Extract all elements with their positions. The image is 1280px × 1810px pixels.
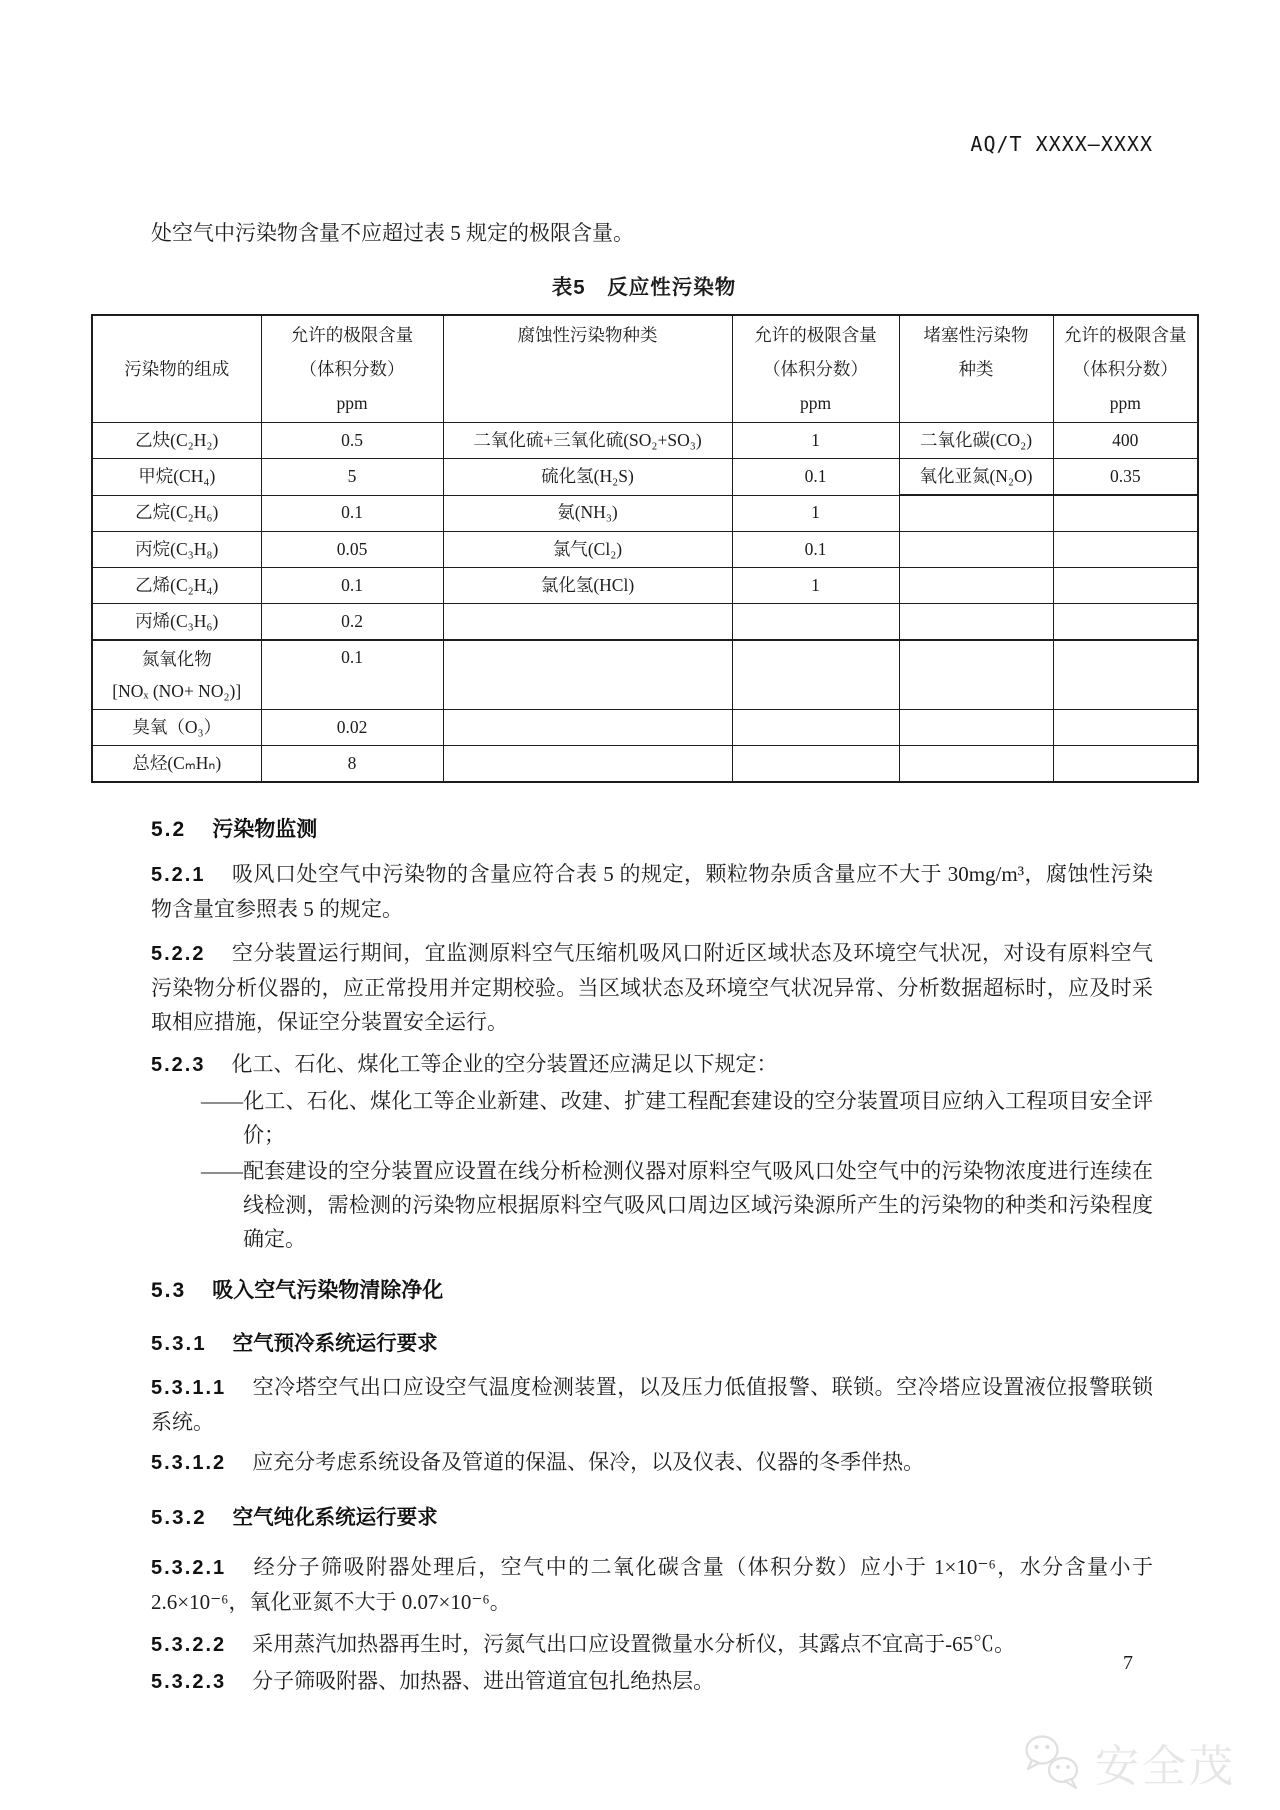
table-header-cell: 腐蚀性污染物种类 (443, 315, 732, 423)
table-header-cell: 允许的极限含量 （体积分数） ppm (1053, 315, 1198, 423)
table-cell: 氯化氢(HCl) (443, 568, 732, 604)
table-row (92, 459, 1198, 496)
table-cell: 0.02 (261, 710, 443, 746)
table-cell (1053, 604, 1198, 641)
section-number: 5.3.2 (151, 1506, 207, 1529)
table-cell (1053, 640, 1198, 710)
table-cell: 氮氧化物 [NOₓ (NO+ NO₂)] (92, 640, 261, 710)
table-cell (899, 568, 1053, 604)
table-cell: 甲烷(CH₄) (92, 459, 261, 496)
clause-number: 5.3.2.3 (151, 1671, 227, 1693)
section-number: 5.3 (151, 1279, 187, 1302)
table-cell (732, 746, 899, 783)
table-cell: 0.05 (261, 532, 443, 568)
table-cell: 0.35 (1053, 459, 1198, 496)
clause-text: 吸风口处空气中污染物的含量应符合表 5 的规定，颗粒物杂质含量应不大于 30mg/m³，腐蚀性污染物含量宜参照表 5 的规定。 (151, 862, 1153, 921)
page-number: 7 (1123, 1652, 1133, 1674)
clause-number: 5.3.1.1 (151, 1377, 227, 1399)
table-cell (443, 604, 732, 641)
table-cell: 0.1 (261, 640, 443, 710)
table-cell (899, 604, 1053, 641)
table-header-cell: 允许的极限含量 （体积分数） ppm (261, 315, 443, 423)
table-header-cell: 允许的极限含量 （体积分数） ppm (732, 315, 899, 423)
section-title: 空气纯化系统运行要求 (232, 1506, 438, 1529)
clause-number: 5.3.2.1 (151, 1557, 227, 1579)
table-cell: 0.1 (261, 495, 443, 532)
document-sections (151, 813, 1153, 1699)
table-cell: 1 (732, 568, 899, 604)
table-cell: 8 (261, 746, 443, 783)
table-cell: 丙烯(C₃H₆) (92, 604, 261, 641)
table-cell (899, 640, 1053, 710)
table-cell (1053, 710, 1198, 746)
clause-text: 化工、石化、煤化工等企业的空分装置还应满足以下规定： (231, 1052, 778, 1076)
table-cell (899, 710, 1053, 746)
table-cell (899, 746, 1053, 783)
clause-number: 5.2.3 (151, 1054, 206, 1076)
table-cell: 二氧化硫+三氧化硫(SO₂+SO₃) (443, 423, 732, 459)
table-row (92, 568, 1198, 604)
table-cell (1053, 532, 1198, 568)
clause-text: 应充分考虑系统设备及管道的保温、保冷，以及仪表、仪器的冬季伴热。 (252, 1450, 925, 1474)
table-cell: 氨(NH₃) (443, 495, 732, 532)
table-cell (899, 495, 1053, 532)
clause-text: 经分子筛吸附器处理后，空气中的二氧化碳含量（体积分数）应小于 1×10⁻⁶，水分含量小于 2.6×10⁻⁶，氧化亚氮不大于 0.07×10⁻⁶。 (151, 1555, 1153, 1614)
dash-item: ——化工、石化、煤化工等企业新建、改建、扩建工程配套建设的空分装置项目应纳入工程项目安全评价； (201, 1089, 1153, 1147)
table-cell: 0.1 (732, 532, 899, 568)
table-cell: 0.5 (261, 423, 443, 459)
table-cell (899, 532, 1053, 568)
section-title: 吸入空气污染物清除净化 (212, 1279, 444, 1302)
table-header-cell: 堵塞性污染物 种类 (899, 315, 1053, 423)
clause-number: 5.2.1 (151, 864, 206, 886)
table-cell: 丙烷(C₃H₈) (92, 532, 261, 568)
clause-paragraph (151, 857, 1153, 926)
section-heading (151, 1500, 1153, 1530)
table-cell: 乙烯(C₂H₄) (92, 568, 261, 604)
section-title: 污染物监测 (212, 818, 318, 841)
table-header-cell: 污染物的组成 (92, 315, 261, 423)
table-cell: 0.1 (261, 568, 443, 604)
clause-paragraph (151, 936, 1153, 1039)
table-row (92, 532, 1198, 568)
clause-paragraph (151, 1550, 1153, 1619)
table-cell (443, 640, 732, 710)
table-cell: 0.1 (732, 459, 899, 496)
table-cell: 总烃(CₘHₙ) (92, 746, 261, 783)
table-cell: 二氧化碳(CO₂) (899, 423, 1053, 459)
section-number: 5.2 (151, 818, 187, 841)
table-cell: 0.2 (261, 604, 443, 641)
clause-paragraph (151, 1664, 1153, 1699)
table-cell: 乙烷(C₂H₆) (92, 495, 261, 532)
table-cell: 硫化氢(H₂S) (443, 459, 732, 496)
clause-paragraph (151, 1627, 1153, 1662)
table-cell (732, 604, 899, 641)
section-heading (151, 813, 1153, 843)
table-cell: 5 (261, 459, 443, 496)
clause-text: 空分装置运行期间，宜监测原料空气压缩机吸风口附近区域状态及环境空气状况，对设有原料空气污染物分析仪器的，应正常投用并定期校验。当区域状态及环境空气状况异常、分析数据超标时，应及时采取相应措施，保证空分装置安全运行。 (151, 941, 1153, 1034)
clause-paragraph (151, 1370, 1153, 1439)
table-cell (1053, 746, 1198, 783)
reactive-pollutants-table (91, 314, 1199, 783)
clause-paragraph (151, 1047, 1153, 1082)
section-number: 5.3.1 (151, 1332, 207, 1355)
intro-paragraph: 处空气中污染物含量不应超过表 5 规定的极限含量。 (151, 221, 634, 245)
section-heading (151, 1326, 1153, 1356)
wechat-icon (1021, 1733, 1087, 1791)
table-caption: 表5 反应性污染物 (551, 276, 737, 299)
clause-text: 采用蒸汽加热器再生时，污氮气出口应设置微量水分析仪，其露点不宜高于-65℃。 (252, 1632, 1016, 1656)
table-cell (732, 710, 899, 746)
clause-text: 空冷塔空气出口应设空气温度检测装置，以及压力低值报警、联锁。空冷塔应设置液位报警联锁系统。 (151, 1375, 1153, 1434)
dash-item: ——配套建设的空分装置应设置在线分析检测仪器对原料空气吸风口处空气中的污染物浓度进行连续在线检测，需检测的污染物应根据原料空气吸风口周边区域污染源所产生的污染物的种类和污染程度确定。 (201, 1159, 1153, 1251)
table-cell: 1 (732, 423, 899, 459)
document-code-header: AQ/T XXXX—XXXX (970, 132, 1153, 156)
table-cell: 乙炔(C₂H₂) (92, 423, 261, 459)
clause-text: 分子筛吸附器、加热器、进出管道宜包扎绝热层。 (252, 1669, 715, 1693)
table-row (92, 746, 1198, 783)
table-cell: 臭氧（O₃） (92, 710, 261, 746)
table-row (92, 495, 1198, 532)
table-cell (1053, 568, 1198, 604)
watermark (1021, 1730, 1236, 1794)
clause-number: 5.3.2.2 (151, 1634, 227, 1656)
table-cell: 氧化亚氮(N₂O) (899, 459, 1053, 496)
table-cell (443, 746, 732, 783)
table-header (92, 315, 1198, 423)
table-row (92, 640, 1198, 710)
table-cell: 氯气(Cl₂) (443, 532, 732, 568)
table-row (92, 423, 1198, 459)
table-cell: 400 (1053, 423, 1198, 459)
table-row (92, 604, 1198, 641)
section-heading (151, 1274, 1153, 1304)
table-cell (1053, 495, 1198, 532)
clause-number: 5.2.2 (151, 943, 206, 965)
section-title: 空气预冷系统运行要求 (232, 1332, 438, 1355)
table-cell: 1 (732, 495, 899, 532)
table-cell (443, 710, 732, 746)
table-cell (732, 640, 899, 710)
table-row (92, 710, 1198, 746)
clause-paragraph (151, 1445, 1153, 1480)
watermark-label: 安全茂 (1095, 1742, 1236, 1791)
table-body (92, 423, 1198, 783)
clause-number: 5.3.1.2 (151, 1452, 227, 1474)
